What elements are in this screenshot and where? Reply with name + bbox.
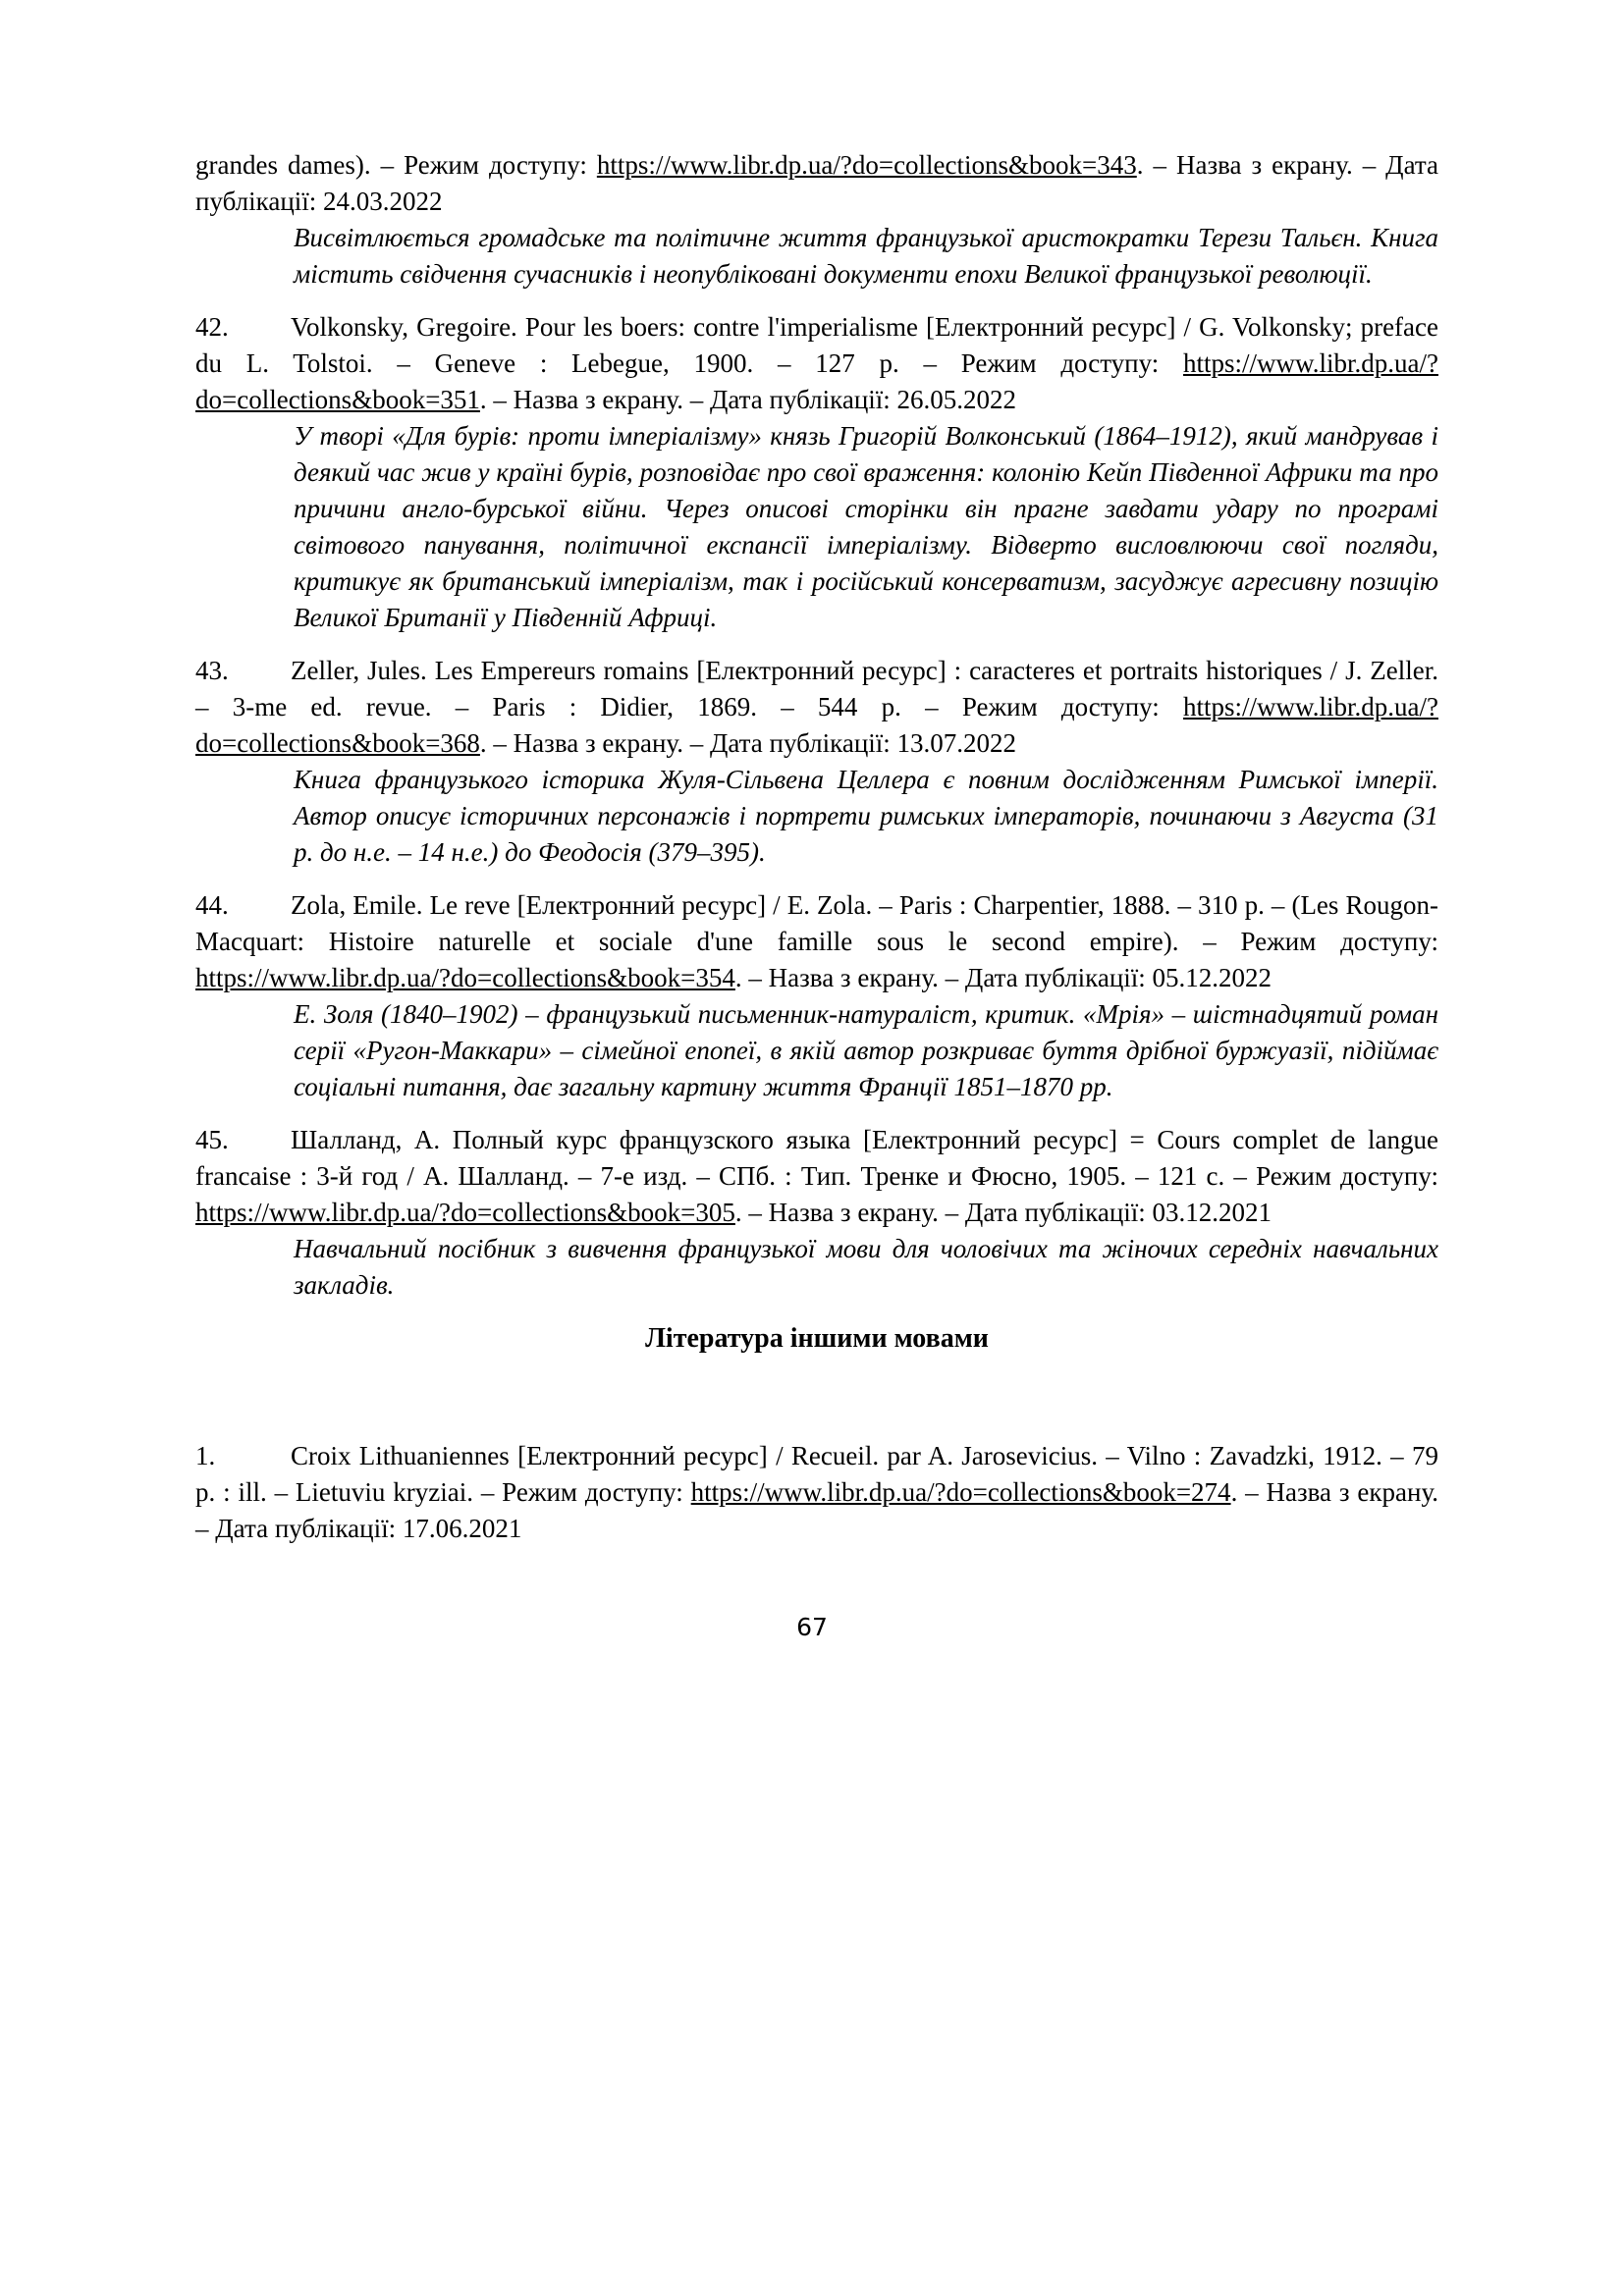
entry-text-before: Volkonsky, Gregoire. Pour les boers: contre l'imperialisme [Електронний ресурс] / G. Volkonsky; preface du L. Tolstoi. – Geneve : Lebegue, 1900. – 127 p. – Режим доступу: xyxy=(195,312,1438,378)
entry-text-after: . – Назва з екрану. – Дата публікації: 13.07.2022 xyxy=(479,728,1017,758)
entry-citation xyxy=(195,309,1438,418)
entry-link[interactable]: https://www.libr.dp.ua/?do=collections&book=305 xyxy=(195,1198,735,1227)
entry-text-after: . – Назва з екрану. – Дата публікації: 05.12.2022 xyxy=(734,963,1272,992)
entry-text-before: grandes dames). – Режим доступу: xyxy=(195,150,597,180)
entry-annotation: У творі «Для бурів: проти імперіалізму» князь Григорій Волконський (1864–1912), який мандрував і деякий час жив у країні бурів, розповідає про свої враження: колонію Кейп Південної Африки та про причини англо-бурської війни. Через описові сторінки він прагне завдати удару по програмі світового панування, політичної експансії імперіалізму. Відверто висловлюючи свої погляди, критикує як британський імперіалізм, так і російський консерватизм, засуджує агресивну позицію Великої Британії у Південній Африці. xyxy=(294,421,1438,632)
entry-link[interactable]: https://www.libr.dp.ua/?do=collections&book=274 xyxy=(690,1477,1231,1507)
entry-number: 44. xyxy=(195,890,229,920)
page-number: 67 xyxy=(796,1613,828,1641)
entry-annotation: Навчальний посібник з вивчення французької мови для чоловічих та жіночих середніх навчальних закладів. xyxy=(294,1234,1438,1300)
section-title: Література іншими мовами xyxy=(645,1323,989,1354)
bibliography-entry xyxy=(195,1122,1438,1304)
entry-link[interactable]: https://www.libr.dp.ua/?do=collections&book=368 xyxy=(195,692,1438,758)
entry-text-before: Zeller, Jules. Les Empereurs romains [Електронний ресурс] : caracteres et portraits historiques / J. Zeller. – 3-me ed. revue. – Paris : Didier, 1869. – 544 p. – Режим доступу: xyxy=(195,656,1438,721)
bibliography-entry xyxy=(195,1438,1438,1547)
entry-annotation: Книга французького історика Жуля-Сільвена Целлера є повним дослідженням Римської імперії. Автор описує історичних персонажів і портрети римських імператорів, починаючи з Августа (31 р. до н.е. – 14 н.е.) до Феодосія (379–395). xyxy=(294,765,1438,867)
bibliography-entry xyxy=(195,147,1438,293)
entry-text-after: . – Назва з екрану. – Дата публікації: 26.05.2022 xyxy=(479,385,1017,414)
entry-citation xyxy=(195,147,1438,220)
entry-annotation: Е. Золя (1840–1902) – французький письменник-натураліст, критик. «Мрія» – шістнадцятий роман серії «Ругон-Маккари» – сімейної епопеї, в якій автор розкриває буття дрібної буржуазії, підіймає соціальні питання, дає загальну картину життя Франції 1851–1870 рр. xyxy=(294,999,1438,1101)
entry-text-before: Шалланд, А. Полный курс французского языка [Електронний ресурс] = Cours complet de langue francaise : 3-й год / А. Шалланд. – 7-е изд. – СПб. : Тип. Тренке и Фюсно, 1905. – 121 с. – Режим доступу: xyxy=(195,1125,1438,1191)
entry-number: 1. xyxy=(195,1441,216,1470)
bibliography-entry xyxy=(195,887,1438,1105)
entry-link[interactable]: https://www.libr.dp.ua/?do=collections&book=354 xyxy=(195,963,735,992)
entry-number: 43. xyxy=(195,656,229,685)
entry-text-before: Zola, Emile. Le reve [Електронний ресурс] / E. Zola. – Paris : Charpentier, 1888. – 310 p. – (Les Rougon-Macquart: Histoire naturelle et sociale d'une famille sous le second empire). – Режим доступу: xyxy=(195,890,1438,956)
entry-text-after: . – Назва з екрану. – Дата публікації: 17.06.2021 xyxy=(195,1477,1438,1543)
entry-link[interactable]: https://www.libr.dp.ua/?do=collections&book=351 xyxy=(195,348,1438,414)
bibliography-entry xyxy=(195,309,1438,636)
entry-citation xyxy=(195,1122,1438,1231)
entry-citation xyxy=(195,1438,1438,1547)
document-page xyxy=(195,147,1438,1547)
entry-number: 45. xyxy=(195,1125,229,1154)
entry-number: 42. xyxy=(195,312,229,342)
entry-text-after: . – Назва з екрану. – Дата публікації: 24.03.2022 xyxy=(195,150,1438,216)
entry-text-after: . – Назва з екрану. – Дата публікації: 03.12.2021 xyxy=(734,1198,1272,1227)
entry-annotation: Висвітлюється громадське та політичне життя французької аристократки Терези Тальєн. Книга містить свідчення сучасників і неопубліковані документи епохи Великої французької революції. xyxy=(294,223,1438,289)
bibliography-entry xyxy=(195,653,1438,871)
entry-citation xyxy=(195,653,1438,762)
entry-text-before: Croix Lithuaniennes [Електронний ресурс] / Recueil. par A. Jarosevicius. – Vilno : Zavadzki, 1912. – 79 p. : ill. – Lietuviu kryziai. – Режим доступу: xyxy=(195,1441,1438,1507)
entry-citation xyxy=(195,887,1438,996)
entry-link[interactable]: https://www.libr.dp.ua/?do=collections&book=343 xyxy=(596,150,1137,180)
